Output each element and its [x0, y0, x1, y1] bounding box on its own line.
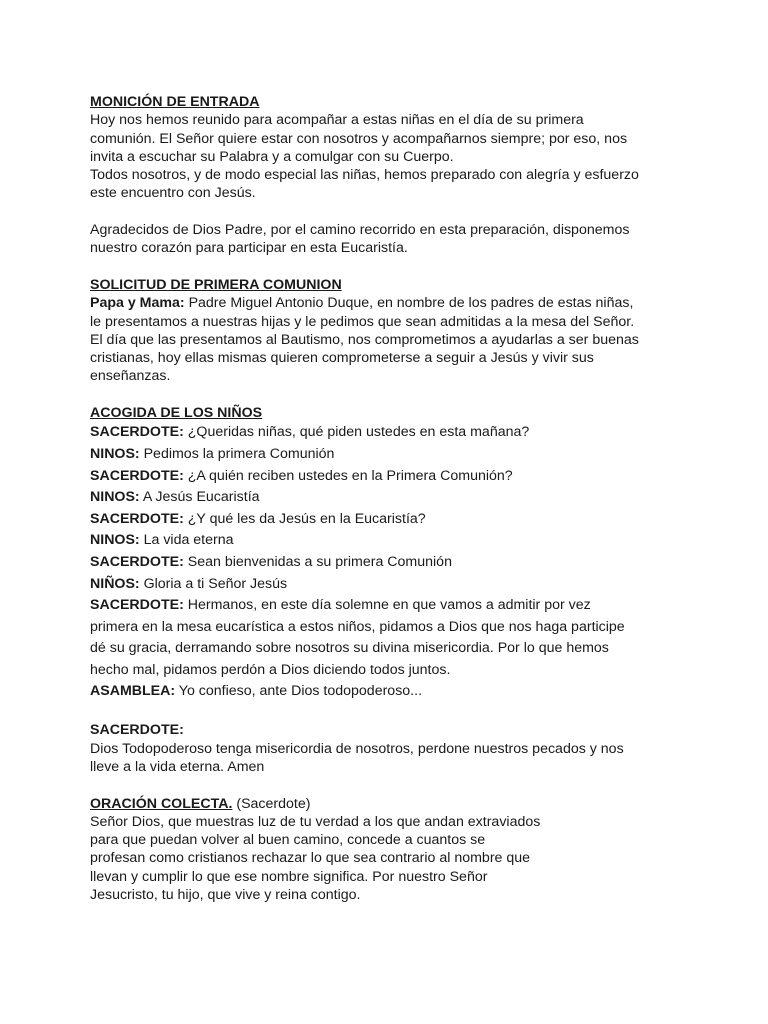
paragraph-line: Jesucristo, tu hijo, que vive y reina contigo.: [90, 887, 361, 904]
speaker-text: Hermanos, en este día solemne en que vamos a admitir por vez: [183, 597, 591, 614]
speaker-text: ¿Queridas niñas, qué piden ustedes en esta mañana?: [183, 424, 530, 441]
paragraph-line: llevan y cumplir lo que ese nombre significa. Por nuestro Señor: [90, 868, 488, 885]
dialog-line: [90, 681, 690, 703]
paragraph-line: Agradecidos de Dios Padre, por el camino recorrido en esta preparación, disponemos: [90, 222, 630, 239]
speaker-label: SACERDOTE:: [90, 424, 184, 441]
blank-line: [90, 258, 690, 276]
paragraph-line: para que puedan volver al buen camino, concede a cuantos se: [90, 832, 486, 849]
section-heading: MONICIÓN DE ENTRADA: [90, 94, 260, 110]
blank-line: [90, 776, 690, 794]
paragraph-line: lleve a la vida eterna. Amen: [90, 758, 265, 775]
paragraph-line: este encuentro con Jesús.: [90, 185, 256, 202]
heading-note: (Sacerdote): [232, 795, 311, 812]
paragraph-line: cristianas, hoy ellas mismas quieren comprometerse a seguir a Jesús y vivir sus: [90, 350, 594, 367]
speaker-label: SACERDOTE:: [90, 467, 184, 484]
section-absolucion: [90, 721, 690, 776]
speaker-label: NINOS:: [90, 532, 140, 549]
paragraph-line: Dios Todopoderoso tenga misericordia de nosotros, perdone nuestros pecados y nos: [90, 740, 624, 757]
paragraph-line: enseñanzas.: [90, 368, 171, 385]
speaker-text: A Jesús Eucaristía: [139, 489, 260, 506]
speaker-label: ASAMBLEA:: [90, 683, 176, 700]
paragraph-line: El día que las presentamos al Bautismo, nos comprometimos a ayudarlas a ser buenas: [90, 331, 639, 348]
blank-line: [90, 386, 690, 404]
section-solicitud: [90, 276, 690, 386]
speaker-label: SACERDOTE:: [90, 597, 184, 614]
dialog-line: [90, 530, 690, 552]
section-oracion-colecta: [90, 795, 690, 905]
section-heading: ACOGIDA DE LOS NIÑOS: [90, 405, 263, 422]
dialog-line: [90, 595, 690, 617]
dialog-block: [90, 422, 690, 703]
section-heading: SOLICITUD DE PRIMERA COMUNION: [90, 276, 342, 293]
speaker-text: Pedimos la primera Comunión: [139, 445, 335, 462]
speaker-text: Gloria a ti Señor Jesús: [139, 575, 288, 592]
section-heading: ORACIÓN COLECTA.: [90, 795, 233, 812]
speaker-label: NINOS:: [90, 489, 140, 506]
dialog-line: primera en la mesa eucarística a estos niños, pidamos a Dios que nos haga participe: [90, 618, 625, 635]
speaker-label: NINOS:: [90, 445, 140, 462]
speaker-label: SACERDOTE:: [90, 510, 184, 527]
document-page: [90, 93, 690, 904]
speaker-text: La vida eterna: [139, 532, 234, 549]
blank-line: [90, 203, 690, 221]
speaker-text: Sean bienvenidas a su primera Comunión: [183, 553, 452, 570]
section-monicion-entrada: [90, 93, 690, 258]
speaker-label: SACERDOTE:: [90, 553, 184, 570]
paragraph-line: comunión. El Señor quiere estar con nosotros y acompañarnos siempre; por eso, nos: [90, 130, 628, 147]
paragraph-line: le presentamos a nuestras hijas y le pedimos que sean admitidas a la mesa del Señor.: [90, 313, 635, 330]
section-acogida: [90, 404, 690, 703]
blank-line: [90, 703, 690, 721]
dialog-line: [90, 422, 690, 444]
speaker-label: NIÑOS:: [90, 575, 140, 592]
dialog-line: [90, 552, 690, 574]
paragraph-line: [90, 294, 690, 312]
dialog-line: [90, 574, 690, 596]
section-heading-line: [90, 795, 690, 813]
paragraph-line: profesan como cristianos rechazar lo que sea contrario al nombre que: [90, 850, 531, 867]
paragraph-line: Todos nosotros, y de modo especial las niñas, hemos preparado con alegría y esfuerzo: [90, 167, 639, 184]
dialog-line: [90, 444, 690, 466]
dialog-line: [90, 487, 690, 509]
dialog-line: hecho mal, pidamos perdón a Dios diciendo todos juntos.: [90, 661, 451, 678]
dialog-line: [90, 466, 690, 488]
paragraph-line: invita a escuchar su Palabra y a comulgar con su Cuerpo.: [90, 148, 454, 165]
paragraph-line: Señor Dios, que muestras luz de tu verdad a los que andan extraviados: [90, 813, 541, 830]
paragraph-line: nuestro corazón para participar en esta Eucaristía.: [90, 240, 408, 257]
paragraph-line: Hoy nos hemos reunido para acompañar a estas niñas en el día de su primera: [90, 112, 584, 129]
speaker-text: Yo confieso, ante Dios todopoderoso...: [175, 683, 423, 700]
speaker-text: ¿A quién reciben ustedes en la Primera Comunión?: [183, 467, 513, 484]
speaker-label: Papa y Mama:: [90, 295, 185, 312]
speaker-label: SACERDOTE:: [90, 722, 184, 739]
dialog-line: [90, 509, 690, 531]
speaker-text: ¿Y qué les da Jesús en la Eucaristía?: [183, 510, 426, 527]
dialog-line: dé su gracia, derramando sobre nosotros su divina misericordia. Por lo que hemos: [90, 640, 609, 657]
speaker-text: Padre Miguel Antonio Duque, en nombre de los padres de estas niñas,: [184, 295, 634, 312]
